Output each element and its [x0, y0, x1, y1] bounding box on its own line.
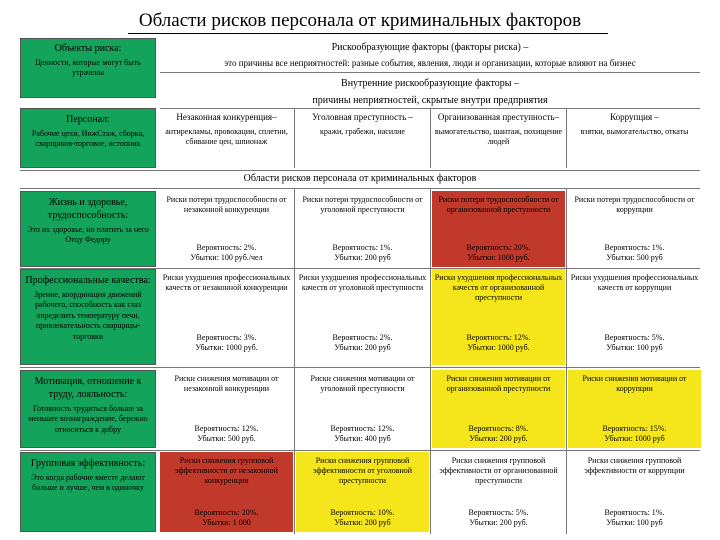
row-label-box — [20, 370, 156, 448]
risk-loss: Убытки: 200 руб — [334, 253, 391, 262]
risk-cell — [568, 269, 701, 365]
factor-name: Организованная преступность– — [437, 112, 560, 122]
row-label: Мотивация, отношение к труду, лояльность: — [34, 376, 142, 400]
risk-probability: Вероятность: 20%. — [194, 508, 259, 517]
risk-probability: Вероятность: 5%. — [468, 508, 529, 517]
risk-cell — [568, 191, 701, 267]
risk-cell — [296, 191, 429, 267]
row-desc: Готовность трудиться больше за меньшее вознаграждение, бережно относиться к добру — [28, 404, 148, 434]
risk-cell — [432, 269, 565, 365]
title-underline — [128, 33, 608, 34]
risk-probability: Вероятность: 12%. — [330, 424, 395, 433]
risk-probability: Вероятность: 12%. — [194, 424, 259, 433]
risk-loss: Убытки: 200 руб — [334, 343, 391, 352]
risk-cell — [432, 370, 565, 448]
risk-probability: Вероятность: 15%. — [602, 424, 667, 433]
risk-loss: Убытки: 100 руб — [606, 518, 663, 527]
divider — [294, 188, 295, 534]
risk-loss: Убытки: 200 руб. — [469, 434, 528, 443]
risk-probability: Вероятность: 2%. — [196, 243, 257, 252]
risk-cell — [568, 370, 701, 448]
factor-name: Коррупция – — [610, 112, 659, 122]
row-desc: Это их здоровье, но платить за него Отцу Федору — [27, 225, 149, 245]
factor-col-competition — [160, 112, 293, 168]
risk-probability: Вероятность: 10%. — [330, 508, 395, 517]
risk-probability: Вероятность: 2%. — [332, 333, 393, 342]
risk-loss: Убытки: 100 руб./чел — [190, 253, 263, 262]
risk-probability: Вероятность: 12%. — [466, 333, 531, 342]
divider — [20, 367, 700, 368]
factor-desc: вымогательство, шантаж, похищение людей — [434, 127, 563, 147]
divider — [20, 170, 700, 171]
risk-loss: Убытки: 1000 руб. — [467, 343, 530, 352]
page-title: Области рисков персонала от криминальных факторов — [138, 10, 582, 31]
internal-sub: причины неприятностей, скрытые внутри предприятия — [312, 95, 548, 106]
row-label: Профессиональные качества: — [25, 275, 151, 286]
risk-cell — [160, 370, 293, 448]
risk-cell — [160, 191, 293, 267]
risk-title: Риски потери трудоспособности от уголовной преступности — [302, 195, 423, 214]
risk-probability: Вероятность: 5%. — [604, 333, 665, 342]
risk-probability: Вероятность: 3%. — [196, 333, 257, 342]
risk-title: Риски ухудшения профессиональных качеств от уголовной преступности — [298, 273, 427, 292]
risk-probability: Вероятность: 1%. — [604, 243, 665, 252]
risk-title: Риски потери трудоспособности от организованной преступности — [438, 195, 559, 214]
areas-header: Области рисков персонала от криминальных факторов — [243, 173, 477, 184]
factor-col-corruption — [568, 112, 701, 168]
row-label: Групповая эффективность: — [30, 458, 146, 469]
risk-loss: Убытки: 1000 руб. — [195, 343, 258, 352]
risk-title: Риски снижения групповой эффективности от организованной преступности — [439, 456, 558, 485]
divider — [160, 72, 700, 73]
row-label-box — [20, 269, 156, 365]
risk-title: Риски снижения мотивации от незаконной конкуренции — [174, 374, 279, 393]
factor-desc: кражи, грабежи, насилие — [320, 127, 405, 137]
row-label: Жизнь и здоровье, трудоспособность: — [47, 197, 129, 221]
factor-desc: антирекламы, провокации, сплетни, сбивание цен, шпионаж — [165, 127, 288, 147]
divider — [430, 108, 431, 168]
divider — [566, 188, 567, 534]
factor-name: Уголовная преступность – — [312, 112, 413, 122]
risk-probability: Вероятность: 20%. — [466, 243, 531, 252]
risk-cell — [296, 269, 429, 365]
objects-sub: Ценности, которые могут быть утрачены — [35, 58, 141, 78]
risk-loss: Убытки: 500 руб. — [197, 434, 256, 443]
factor-col-criminal — [296, 112, 429, 168]
row-desc: Зрение, координация движений рабочего, способность как глаз определить температуру печи, привлекательность сварщицы-торговки — [34, 290, 142, 341]
risk-cell — [432, 191, 565, 267]
risk-loss: Убытки: 500 руб — [606, 253, 663, 262]
risk-cell — [160, 452, 293, 532]
factor-desc: взятки, вымогательство, откаты — [580, 127, 689, 137]
risk-title: Риски снижения мотивации от уголовной преступности — [310, 374, 415, 393]
row-label-box — [20, 452, 156, 532]
factor-col-organized — [432, 112, 565, 168]
risk-loss: Убытки: 100 руб — [606, 343, 663, 352]
factors-sub: это причины все неприятностей: разные события, явления, люди и организации, которые влияют на бизнес — [224, 58, 636, 68]
risk-title: Риски снижения групповой эффективности от незаконной конкуренции — [175, 456, 278, 485]
divider — [20, 450, 700, 451]
risk-title: Риски снижения групповой эффективности от уголовной преступности — [312, 456, 413, 485]
personnel-box — [20, 108, 156, 168]
risk-cell — [568, 452, 701, 532]
divider — [430, 188, 431, 534]
risk-probability: Вероятность: 1%. — [604, 508, 665, 517]
risk-title: Риски потери трудоспособности от незаконной конкуренции — [166, 195, 287, 214]
risk-cell — [296, 452, 429, 532]
row-label-box — [20, 191, 156, 267]
risk-title: Риски ухудшения профессиональных качеств от коррупции — [570, 273, 699, 292]
divider — [20, 188, 700, 189]
objects-header-box — [20, 38, 156, 98]
divider — [566, 108, 567, 168]
risk-title: Риски ухудшения профессиональных качеств от незаконной конкуренции — [162, 273, 291, 292]
row-desc: Это когда рабочие вместе делают больше и лучше, чем в одиночку — [31, 473, 145, 493]
risk-cell — [432, 452, 565, 532]
risk-title: Риски снижения мотивации от организованной преступности — [446, 374, 551, 393]
objects-header: Объекты риска: — [54, 43, 122, 54]
risk-probability: Вероятность: 1%. — [332, 243, 393, 252]
risk-title: Риски ухудшения профессиональных качеств от организованной преступности — [434, 273, 563, 302]
risk-probability: Вероятность: 8%. — [468, 424, 529, 433]
divider — [294, 108, 295, 168]
risk-loss: Убытки: 1000 руб. — [467, 253, 530, 262]
risk-loss: Убытки: 1 000 — [202, 518, 251, 527]
risk-loss: Убытки: 400 руб — [334, 434, 391, 443]
personnel-sub: Рабочие цехи, ИнжСтаж, сборка, сварщиков-торговое, истопник — [31, 129, 145, 149]
divider — [20, 268, 700, 269]
risk-title: Риски потери трудоспособности от коррупции — [574, 195, 695, 214]
factor-name: Незаконная конкуренция– — [176, 112, 277, 122]
risk-cell — [296, 370, 429, 448]
factors-header: Рискообразующие факторы (факторы риска) – — [331, 42, 529, 53]
risk-loss: Убытки: 200 руб — [334, 518, 391, 527]
internal-header: Внутренние рискообразующие факторы – — [341, 78, 519, 89]
risk-loss: Убытки: 200 руб. — [469, 518, 528, 527]
risk-title: Риски снижения групповой эффективности от коррупции — [584, 456, 685, 475]
risk-title: Риски снижения мотивации от коррупции — [582, 374, 687, 393]
personnel-label: Персонал: — [66, 114, 110, 125]
risk-loss: Убытки: 1000 руб — [604, 434, 665, 443]
risk-cell — [160, 269, 293, 365]
